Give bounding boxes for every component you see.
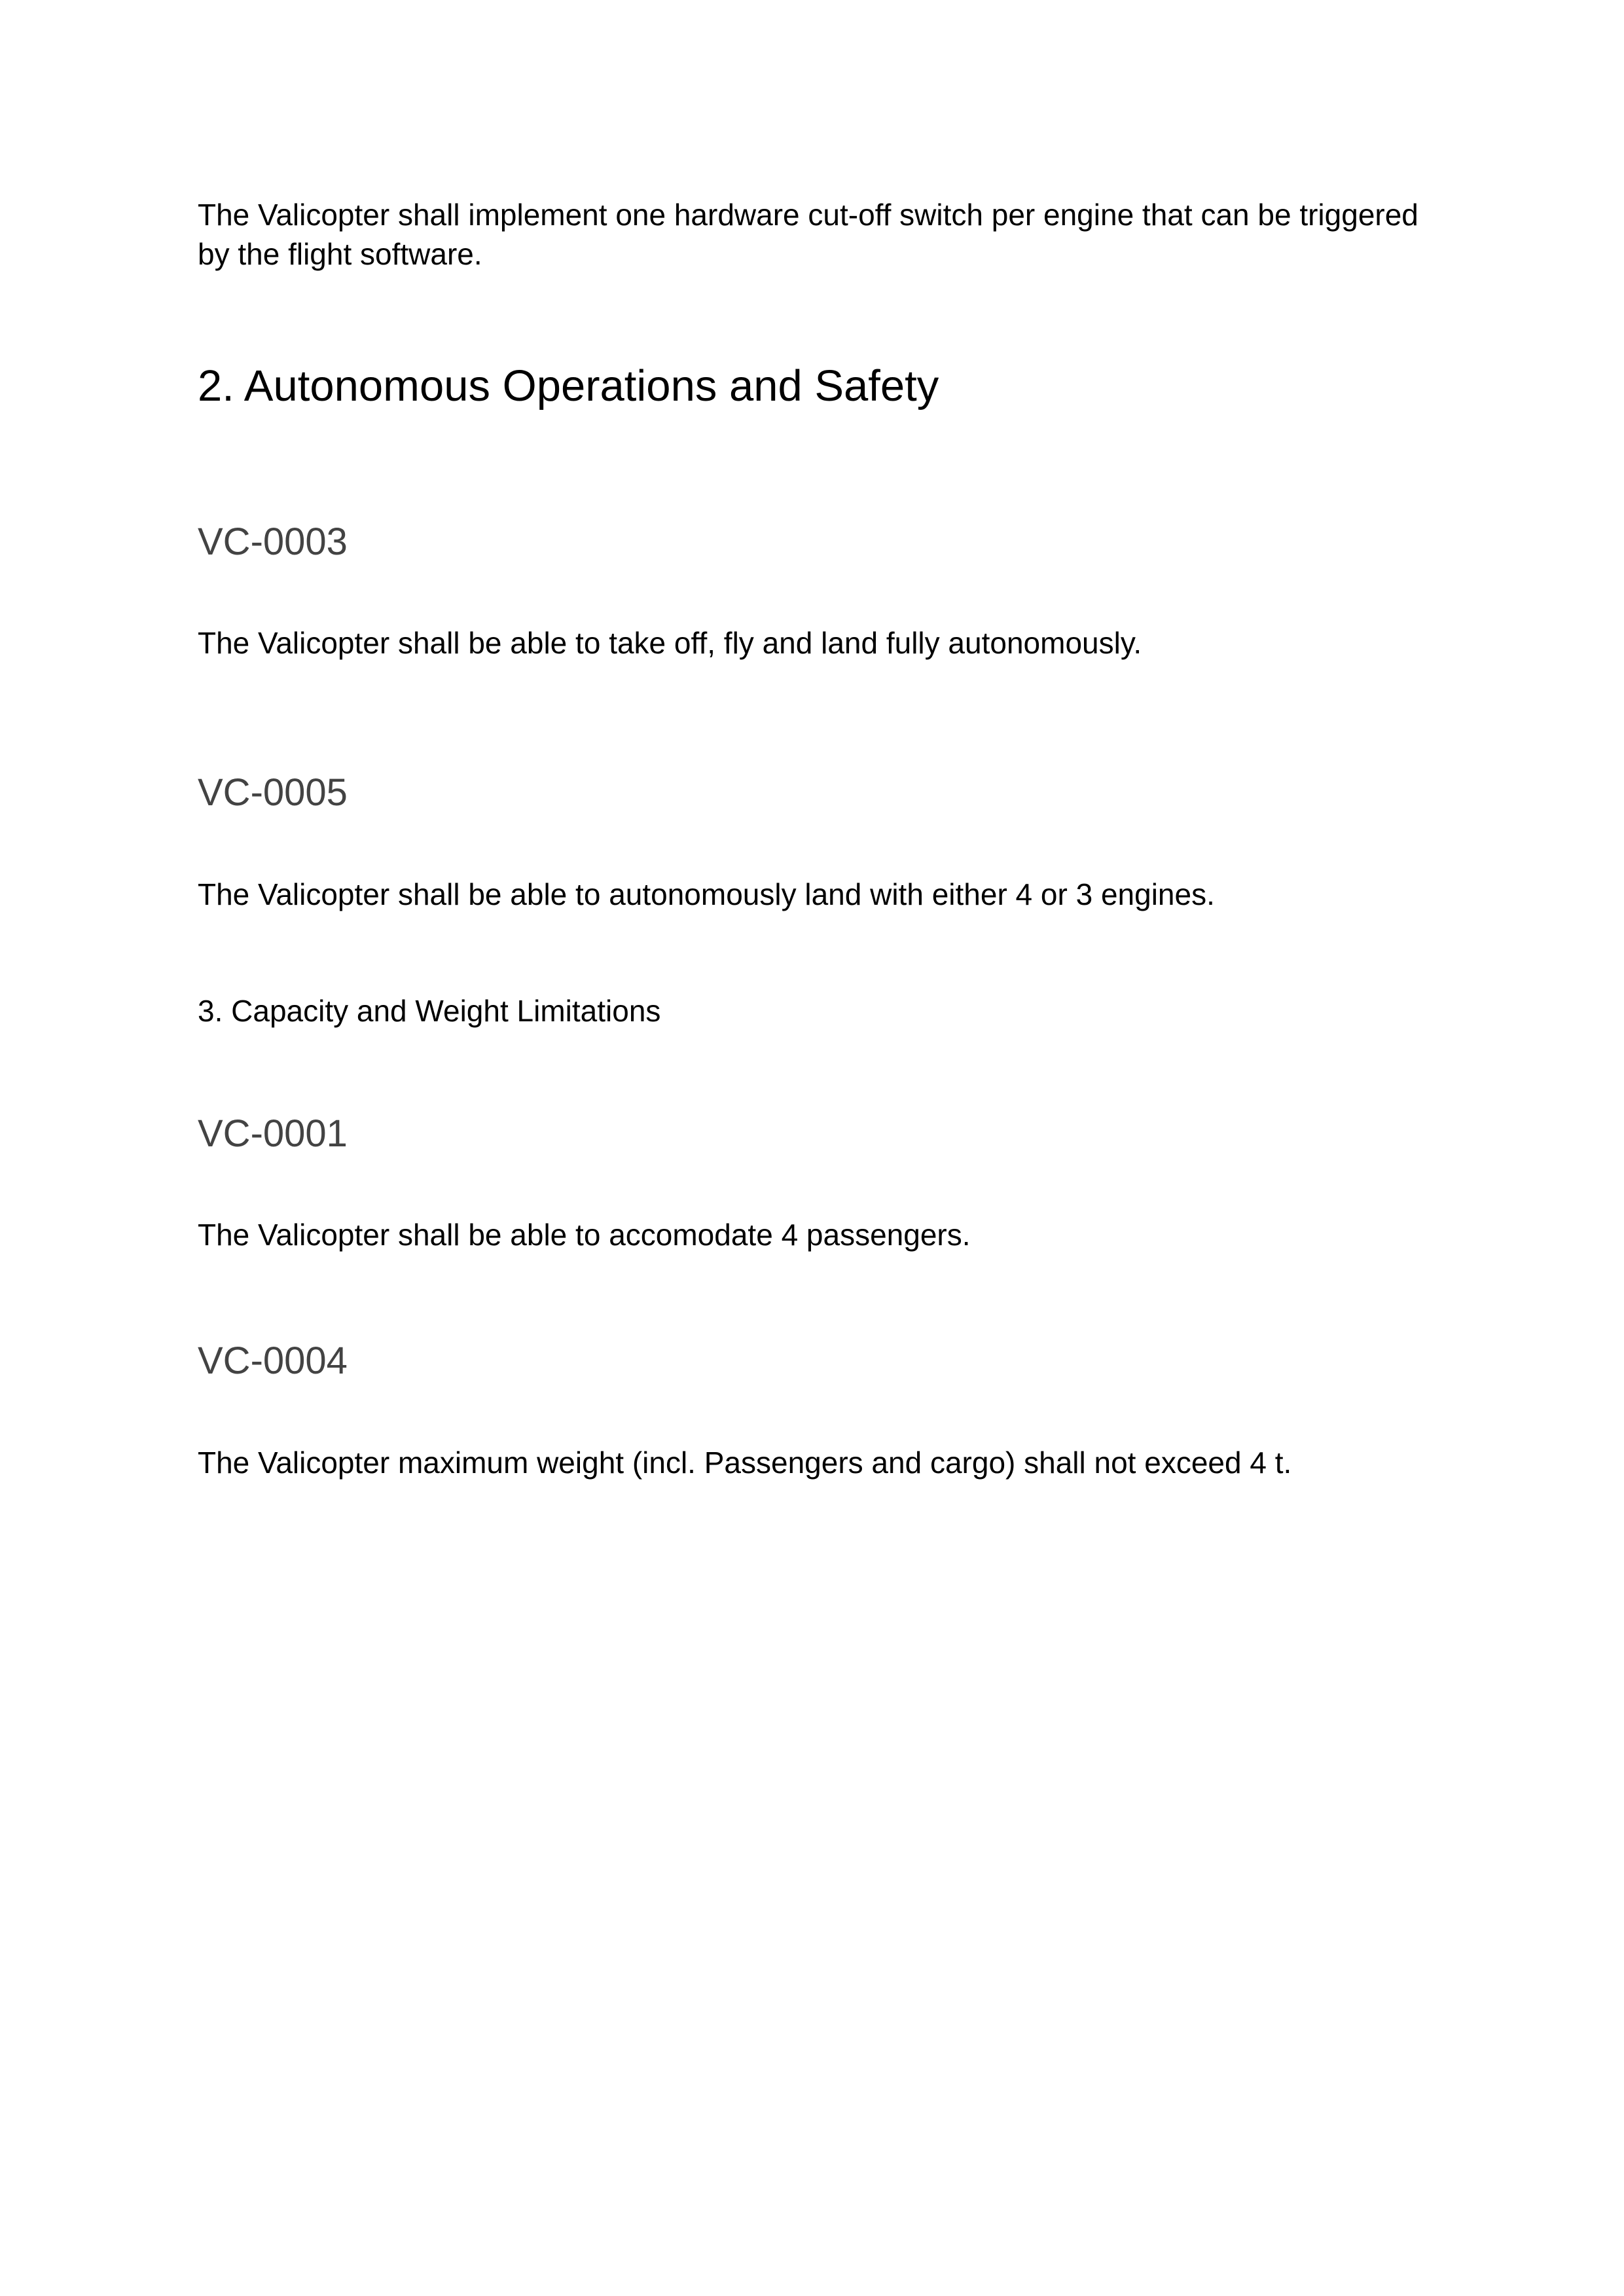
requirement-text-vc-0003: The Valicopter shall be able to take off, fly and land fully autonomously.: [198, 626, 1142, 660]
requirement-id-vc-0004: VC-0004: [198, 1339, 348, 1382]
requirement-text-vc-0004: The Valicopter maximum weight (incl. Passengers and cargo) shall not exceed 4 t.: [198, 1446, 1292, 1480]
section-heading-capacity-weight: 3. Capacity and Weight Limitations: [198, 994, 661, 1028]
requirement-text-vc-0005: The Valicopter shall be able to autonomously land with either 4 or 3 engines.: [198, 877, 1215, 911]
section-heading-autonomous-operations: 2. Autonomous Operations and Safety: [198, 361, 939, 410]
requirement-id-vc-0005: VC-0005: [198, 771, 348, 814]
intro-paragraph: The Valicopter shall implement one hardware cut-off switch per engine that can be triggered by the flight software.: [198, 198, 1418, 271]
requirement-id-vc-0003: VC-0003: [198, 520, 348, 563]
requirement-text-vc-0001: The Valicopter shall be able to accomodate 4 passengers.: [198, 1218, 971, 1252]
requirement-id-vc-0001: VC-0001: [198, 1112, 348, 1155]
